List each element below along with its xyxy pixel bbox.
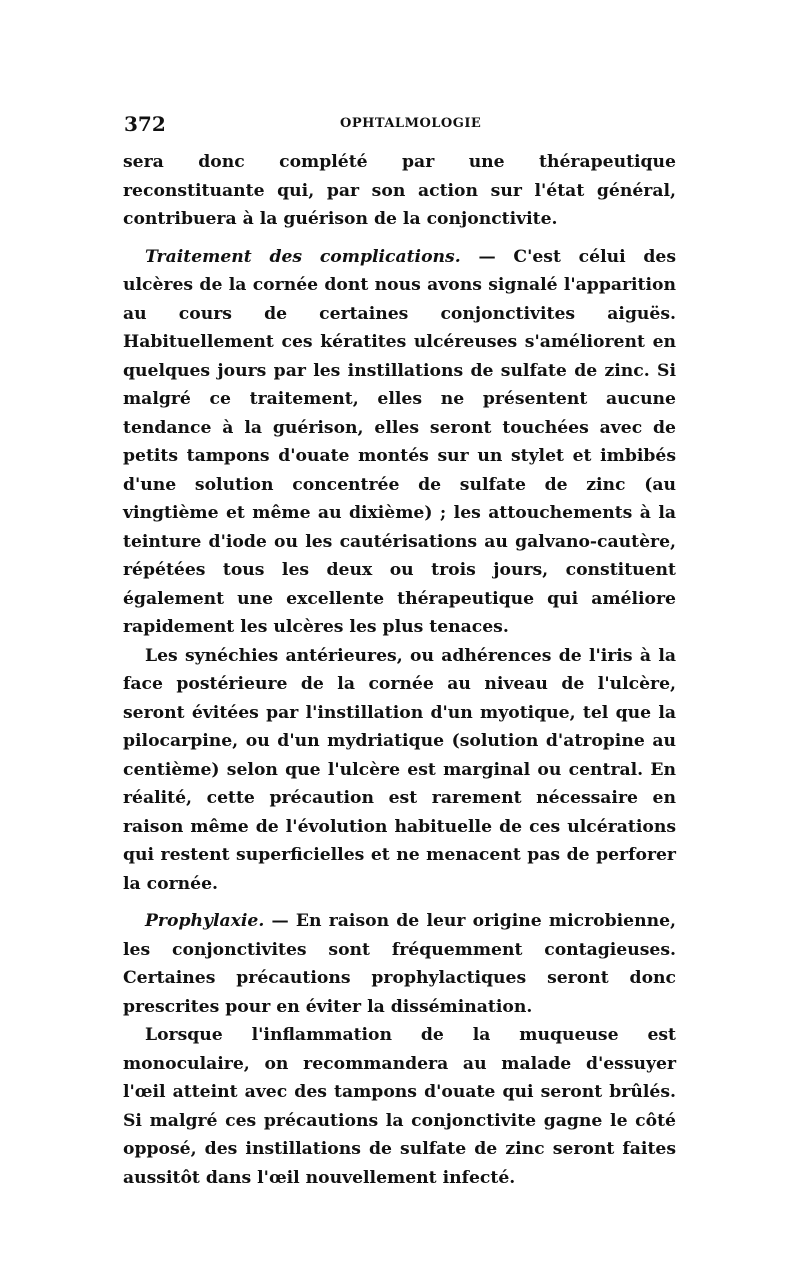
page-number: 372: [124, 112, 166, 136]
paragraph-text: sera donc complété par une thérapeutique reconstituante qui, par son action sur l'état général, contribuera à la guérison de la conjonctivite.: [123, 152, 676, 229]
paragraph-text: — En raison de leur origine microbienne, les conjonctivites sont fréquemment contagieuses. Certaines précautions prophylactiques seront donc prescrites pour en éviter la dissémination.: [123, 911, 676, 1017]
paragraph-complications: [123, 243, 676, 642]
section-heading-prophylaxie: Prophylaxie.: [145, 911, 265, 931]
paragraph-inflammation: [123, 1021, 676, 1192]
paragraph-continuation: [123, 148, 676, 234]
paragraph-text: — C'est célui des ulcères de la cornée dont nous avons signalé l'apparition au cours de certaines conjonctivites aiguës. Habituellement ces kératites ulcéreuses s'améliorent en quelques jours par les instillations de sulfate de zinc. Si malgré ce traitement, elles ne présentent aucune tendance à la guérison, elles seront touchées avec de petits tampons d'ouate montés sur un stylet et imbibés d'une solution concentrée de sulfate de zinc (au vingtième et même au dixième) ; les attouchements à la teinture d'iode ou les cautérisations au galvano-cautère, répétées tous les deux ou trois jours, constituent également une excellente thérapeutique qui améliore rapidement les ulcères les plus tenaces.: [123, 246, 677, 637]
body-text: [123, 148, 676, 1192]
section-heading-complications: Traitement des complications.: [145, 246, 461, 267]
paragraph-synechies: [123, 642, 676, 899]
paragraph-prophylaxie: [123, 907, 676, 1021]
running-head: OPHTALMOLOGIE: [340, 116, 482, 131]
paragraph-text: Les synéchies antérieures, ou adhérences de l'iris à la face postérieure de la cornée au niveau de l'ulcère, seront évitées par l'instillation d'un myotique, tel que la pilocarpine, ou d'un mydriatique (solution d'atropine au centième) selon que l'ulcère est marginal ou central. En réalité, cette précaution est rarement nécessaire en raison même de l'évolution habituelle de ces ulcérations qui restent superficielles et ne menacent pas de perforer la cornée.: [123, 645, 676, 894]
page-header: [124, 112, 676, 142]
paragraph-text: Lorsque l'inflammation de la muqueuse est monoculaire, on recommandera au malade d'essuyer l'œil atteint avec des tampons d'ouate qui seront brûlés. Si malgré ces précautions la conjonctivite gagne le côté opposé, des instillations de sulfate de zinc seront faites aussitôt dans l'œil nouvellement infecté.: [123, 1025, 676, 1188]
